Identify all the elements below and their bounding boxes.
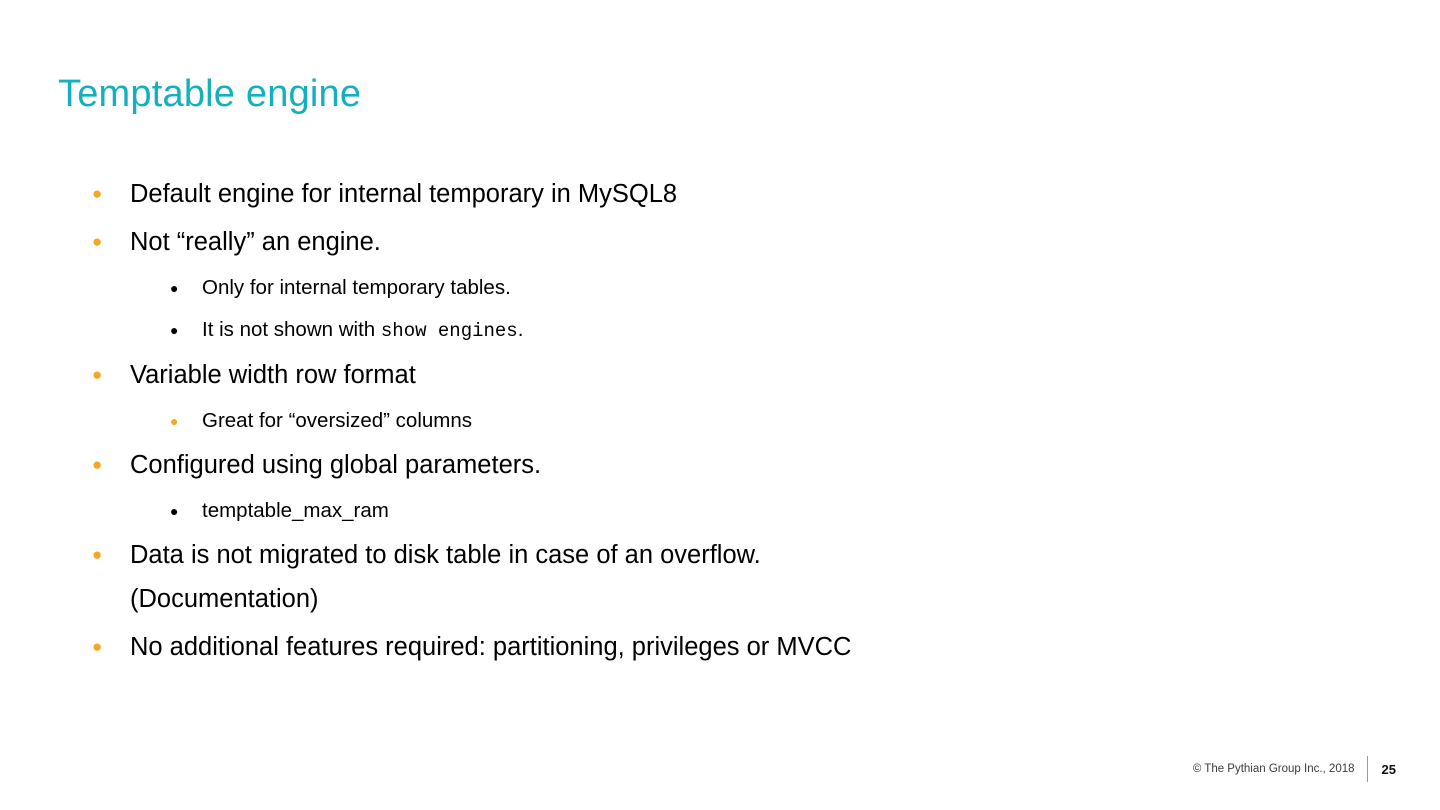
list-item [82, 220, 1362, 264]
bullet-marker-icon: ● [170, 503, 179, 519]
list-item-label: Great for “oversized” columns [202, 409, 473, 432]
list-item-label: No additional features required: partitioning, privileges or MVCC [130, 633, 852, 661]
page-number: 25 [1381, 761, 1396, 777]
list-item [82, 401, 1362, 441]
list-item-text-wrap: (Documentation) [130, 585, 319, 613]
list-item-label: temptable_max_ram [202, 499, 389, 522]
list-item-label: Default engine for internal temporary in MySQL8 [130, 180, 678, 208]
list-item [82, 268, 1362, 308]
list-item-label [130, 533, 761, 621]
list-item [82, 491, 1362, 531]
list-item-label: Not “really” an engine. [130, 228, 381, 256]
list-item [82, 625, 1362, 669]
list-item-text-tail: . [517, 318, 524, 341]
list-item-label: Only for internal temporary tables. [202, 276, 511, 299]
slide-footer [1193, 756, 1396, 782]
bullet-marker-icon: ● [170, 413, 179, 429]
bullet-marker-icon: ● [170, 322, 179, 338]
bullet-list [82, 172, 1362, 673]
bullet-marker-icon: ● [92, 637, 103, 656]
list-item-label: Configured using global parameters. [130, 451, 542, 479]
list-item-text-part: Data is not migrated to disk table in case of an overflow. [130, 541, 761, 569]
list-item-label [202, 310, 523, 351]
list-item [82, 533, 1362, 621]
list-item [82, 443, 1362, 487]
code-literal: show engines [380, 320, 518, 342]
list-item [82, 310, 1362, 351]
copyright-text: © The Pythian Group Inc., 2018 [1192, 763, 1355, 775]
bullet-marker-icon: ● [92, 184, 103, 203]
page-title: Temptable engine [58, 73, 362, 115]
list-item [82, 353, 1362, 397]
list-item-label: Variable width row format [130, 361, 416, 389]
bullet-marker-icon: ● [92, 545, 103, 564]
bullet-marker-icon: ● [92, 232, 103, 251]
bullet-marker-icon: ● [92, 455, 103, 474]
bullet-marker-icon: ● [92, 365, 103, 384]
bullet-marker-icon: ● [170, 280, 179, 296]
list-item [82, 172, 1362, 216]
list-item-text-part: It is not shown with [202, 318, 381, 341]
